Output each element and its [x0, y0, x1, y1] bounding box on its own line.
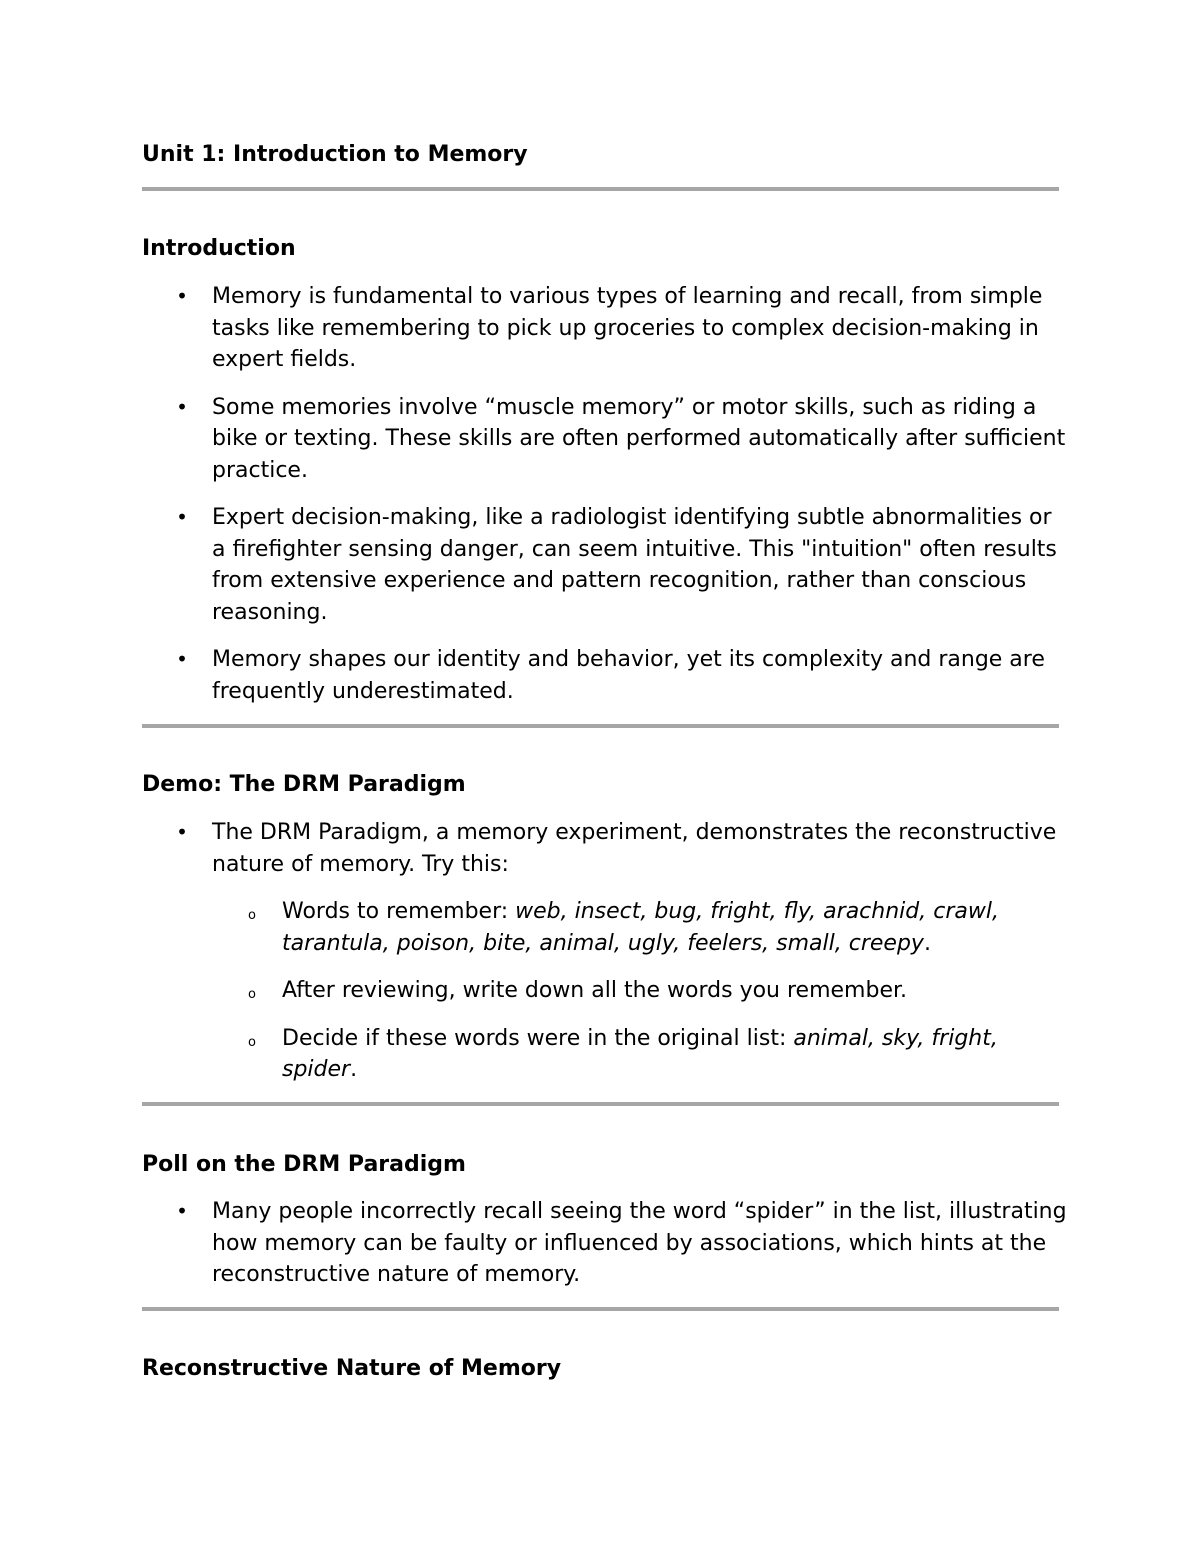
sub-item-italic-words: animal, sky, fright, spider [282, 1025, 998, 1082]
section-heading-demo: Demo: The DRM Paradigm [142, 772, 466, 797]
sub-item-lead-text: Decide if these words were in the original list: [282, 1025, 794, 1051]
list-item [142, 1196, 1072, 1291]
list-item [142, 644, 1072, 707]
horizontal-divider [142, 187, 1059, 191]
sub-list-item-text [282, 896, 1072, 959]
sub-list-item-text [282, 975, 1072, 1007]
sub-list-item [212, 1023, 1072, 1086]
list-item [142, 502, 1072, 628]
bullet-icon: • [176, 394, 188, 419]
bullet-icon: • [176, 820, 188, 844]
sub-item-tail-text: . [923, 930, 931, 956]
introduction-bullet-list [142, 281, 1072, 707]
section-heading-reconstructive: Reconstructive Nature of Memory [142, 1356, 562, 1381]
document-title: Unit 1: Introduction to Memory [142, 142, 528, 167]
sub-item-tail-text: . [350, 1057, 358, 1082]
sub-item-lead-text: Words to remember: [282, 899, 516, 924]
bullet-icon: • [176, 505, 188, 529]
demo-bullet-list [142, 817, 1072, 1086]
list-item [142, 281, 1072, 376]
section-heading-introduction: Introduction [142, 236, 296, 261]
hollow-bullet-icon: o [248, 1034, 256, 1050]
bullet-icon: • [176, 284, 188, 308]
bullet-icon: • [176, 647, 188, 671]
horizontal-divider [142, 1307, 1059, 1311]
sub-list-item [212, 896, 1072, 959]
hollow-bullet-icon: o [248, 908, 256, 923]
list-item-text: Many people incorrectly recall seeing the word “spider” in the list, illustrating how memory can be faulty or influenced by associations, which hints at the reconstructive nature of memory. [212, 1199, 1067, 1287]
sub-list-item [212, 975, 1072, 1007]
list-item [142, 817, 1072, 1086]
list-item-text: The DRM Paradigm, a memory experiment, demonstrates the reconstructive nature of memory. Try this: [212, 820, 1057, 877]
demo-sub-list [212, 896, 1072, 1086]
list-item-text: Memory is fundamental to various types of learning and recall, from simple tasks like remembering to pick up groceries to complex decision-making in expert fields. [212, 284, 1043, 372]
sub-item-italic-words: web, insect, bug, fright, fly, arachnid, crawl, tarantula, poison, bite, animal, ugly, feelers, small, creepy [282, 899, 999, 956]
list-item [142, 392, 1072, 487]
section-heading-poll: Poll on the DRM Paradigm [142, 1152, 466, 1177]
bullet-icon: • [176, 1199, 188, 1223]
horizontal-divider [142, 724, 1059, 728]
sub-item-lead-text: After reviewing, write down all the words you remember. [282, 978, 908, 1003]
hollow-bullet-icon: o [248, 987, 256, 1002]
list-item-text: Expert decision-making, like a radiologist identifying subtle abnormalities or a firefighter sensing danger, can seem intuitive. This "intuition" often results from extensive experience and pattern recognition, rather than conscious reasoning. [212, 505, 1057, 625]
list-item-text: Memory shapes our identity and behavior, yet its complexity and range are frequently underestimated. [212, 647, 1045, 704]
horizontal-divider [142, 1102, 1059, 1106]
list-item-text: Some memories involve “muscle memory” or motor skills, such as riding a bike or texting. These skills are often performed automatically after sufficient practice. [212, 394, 1066, 483]
sub-list-item-text [282, 1023, 1072, 1086]
poll-bullet-list [142, 1196, 1072, 1291]
